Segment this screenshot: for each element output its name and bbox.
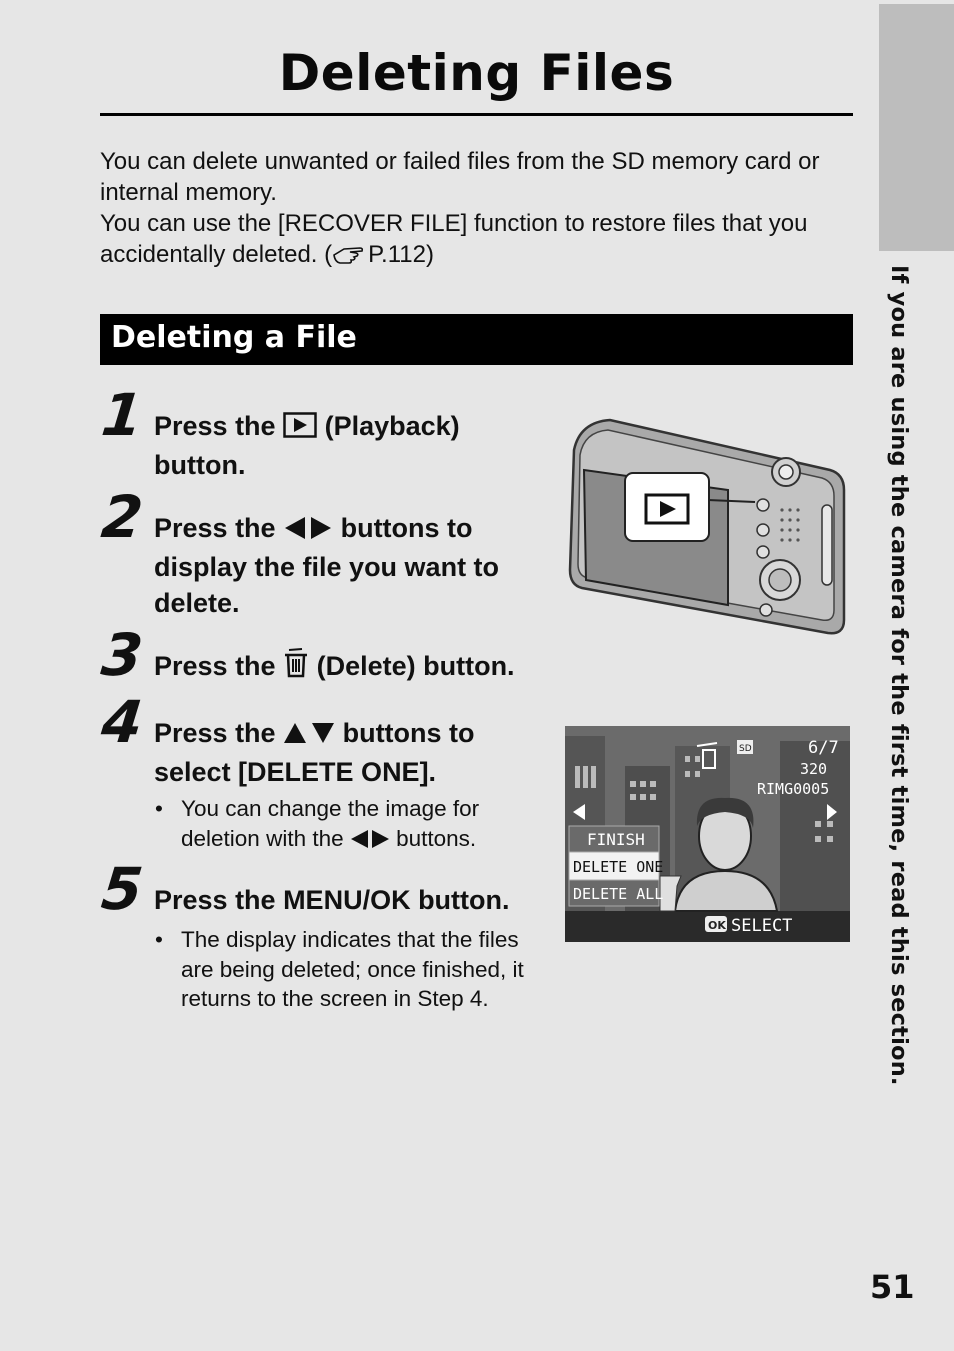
left-right-arrows-icon [350, 827, 390, 857]
playback-icon [283, 411, 317, 447]
reference-hand-icon [332, 242, 368, 273]
step-number-2: 2 [98, 483, 146, 551]
title-rule [100, 113, 853, 116]
step-number-4: 4 [98, 688, 146, 756]
step-text-4: Press the buttons to select [DELETE ONE]. [154, 718, 475, 787]
menu-item-delete-all[interactable]: DELETE ALL [573, 885, 664, 903]
select-label: SELECT [731, 916, 793, 936]
camera-illustration [560, 410, 850, 640]
step-number-3: 3 [98, 621, 146, 689]
step-text-1: Press the (Playback) button. [154, 411, 460, 480]
menu-item-delete-one[interactable]: DELETE ONE [573, 858, 664, 876]
ok-button-icon: OK [708, 919, 726, 932]
side-tab [879, 4, 954, 251]
intro-line-2: You can use the [RECOVER FILE] function to restore files that you accidentally deleted. ( P.112) [100, 208, 860, 273]
image-counter: 6/7 [808, 738, 839, 758]
section-header [100, 314, 853, 365]
sidebar-text: If you are using the camera for the first time, read this section. [886, 265, 912, 1086]
up-down-arrows-icon [283, 718, 335, 754]
section-title: Deleting a File [111, 320, 357, 355]
sd-card-label: SD [739, 744, 752, 754]
page-number: 51 [870, 1268, 915, 1306]
intro-text [100, 146, 860, 273]
step-number-5: 5 [98, 855, 146, 923]
file-name: RIMG0005 [757, 780, 830, 798]
page-title: Deleting Files [278, 44, 675, 102]
step-number-1: 1 [98, 381, 146, 449]
step-text-2: Press the buttons to display the file you want to delete. [154, 513, 500, 618]
intro-line-1: You can delete unwanted or failed files from the SD memory card or internal memory. [100, 148, 820, 206]
image-size: 320 [800, 760, 828, 778]
trash-icon [283, 648, 309, 687]
menu-item-finish[interactable]: FINISH [587, 830, 645, 849]
left-right-arrows-icon [283, 513, 333, 549]
step-text-3: Press the (Delete) button. [154, 648, 554, 687]
step-text-5: Press the MENU/OK button. [154, 885, 510, 915]
lcd-screen-illustration [565, 726, 850, 942]
reference-page[interactable]: P.112 [368, 241, 426, 268]
